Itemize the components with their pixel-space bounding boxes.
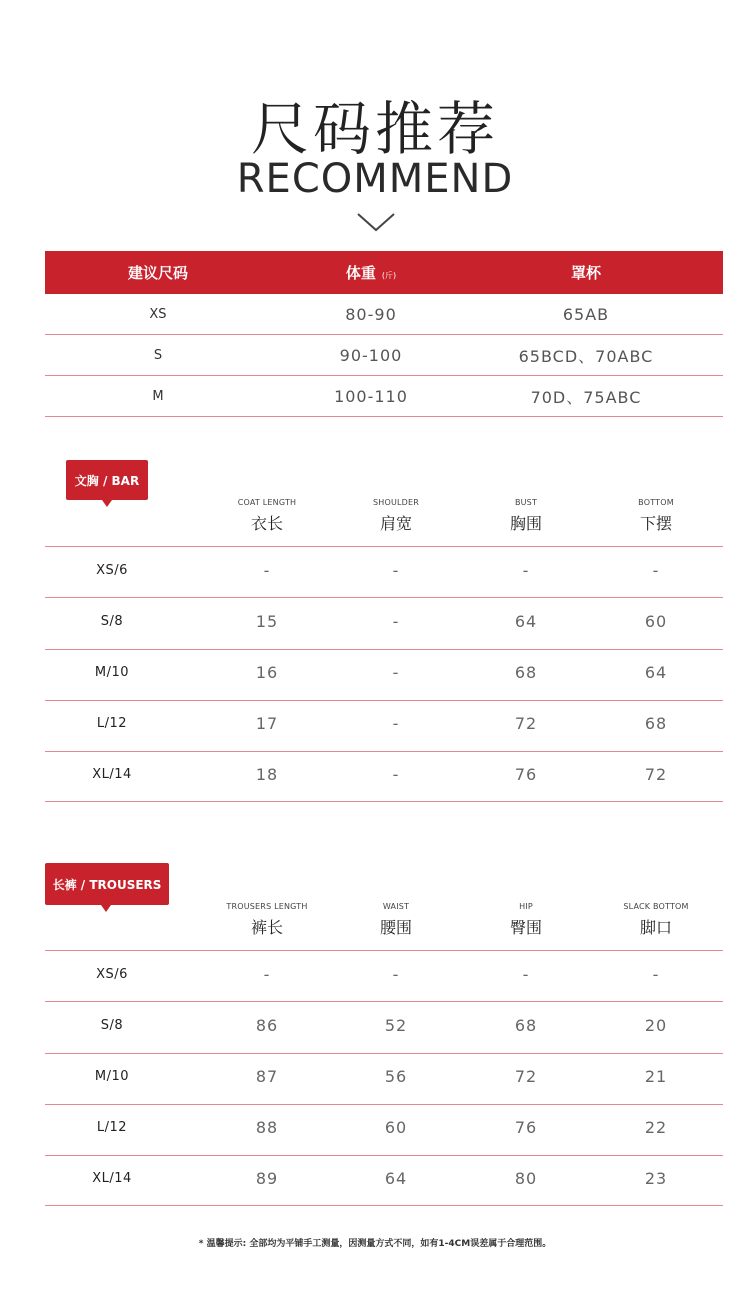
header-size: 建议尺码 (127, 264, 188, 282)
table-row: S 90-100 65BCD、70ABC (45, 335, 723, 376)
table-row: XS/6 - - - - (96, 561, 660, 580)
table-row: M/10 87 56 72 21 (94, 1067, 668, 1086)
table-row: XL/14 89 64 80 23 (92, 1169, 668, 1188)
column-header: COAT LENGTH 衣长 (237, 498, 297, 533)
column-header: SHOULDER 肩宽 (372, 498, 420, 533)
trousers-section-tag: 长裤 / TROUSERS (45, 863, 169, 905)
divider (45, 1205, 723, 1206)
column-header: BOTTOM 下摆 (638, 498, 674, 533)
column-header: TROUSERS LENGTH 裤长 (226, 902, 308, 937)
tag-pointer (101, 905, 111, 912)
footnote: * 温馨提示: 全部均为平铺手工测量，因测量方式不同，如有1-4CM误差属于合理范围。 (198, 1239, 552, 1249)
page-title: 尺码推荐 (250, 95, 499, 163)
divider (45, 801, 723, 802)
table-row: XL/14 18 - 76 72 (92, 765, 668, 784)
chevron-down-icon (356, 206, 396, 234)
header-cup: 罩杯 (570, 264, 601, 282)
table-row: M 100-110 70D、75ABC (45, 376, 723, 417)
recommend-table-header (45, 251, 723, 294)
page-subtitle: RECOMMEND (236, 156, 514, 202)
table-row: S/8 86 52 68 20 (100, 1016, 668, 1035)
column-header: BUST 胸围 (509, 498, 542, 533)
column-header: HIP 臀围 (509, 902, 542, 937)
table-row: XS/6 - - - - (96, 965, 660, 984)
table-row: L/12 88 60 76 22 (96, 1118, 668, 1137)
column-header: SLACK BOTTOM 脚口 (623, 902, 689, 937)
table-row: S/8 15 - 64 60 (100, 612, 668, 631)
weight-unit: (斤) (381, 271, 397, 280)
table-row: M/10 16 - 68 64 (94, 663, 668, 682)
column-header: WAIST 腰围 (379, 902, 412, 937)
table-row: XS 80-90 65AB (45, 294, 723, 335)
header-weight: 体重 (斤) (345, 264, 397, 282)
bar-section-tag: 文胸 / BAR (66, 460, 148, 500)
tag-pointer (102, 500, 112, 507)
table-row: L/12 17 - 72 68 (96, 714, 668, 733)
